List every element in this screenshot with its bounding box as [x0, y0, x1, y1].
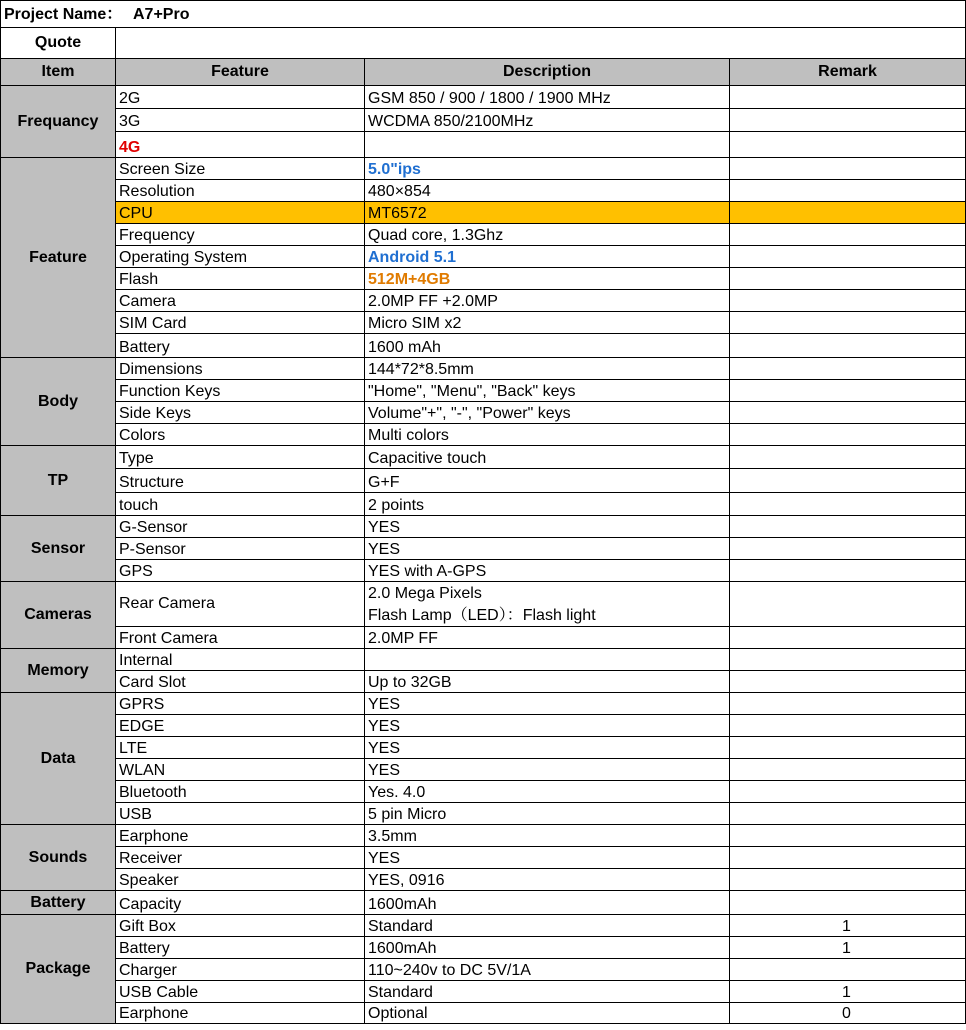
description-text: 1600mAh	[368, 940, 437, 957]
remark-cell	[730, 959, 966, 981]
feature-text: Frequency	[119, 227, 195, 244]
feature-cell	[116, 290, 365, 312]
feature-cell	[116, 493, 365, 516]
description-text: Volume"+", "-", "Power" keys	[368, 405, 571, 422]
remark-cell	[730, 312, 966, 334]
description-text: Yes. 4.0	[368, 784, 426, 801]
remark-cell	[730, 268, 966, 290]
description-text: 110~240v to DC 5V/1A	[368, 962, 531, 979]
description-cell	[365, 759, 730, 781]
group-label-text: Cameras	[24, 606, 92, 623]
remark-cell	[730, 109, 966, 132]
remark-cell	[730, 781, 966, 803]
remark-cell	[730, 981, 966, 1003]
description-cell	[365, 132, 730, 158]
feature-cell	[116, 1003, 365, 1024]
description-text: YES with A-GPS	[368, 563, 487, 580]
feature-cell	[116, 582, 365, 627]
feature-cell	[116, 869, 365, 891]
feature-text: P-Sensor	[119, 541, 186, 558]
group-label-text: Battery	[30, 893, 86, 911]
description-text: Multi colors	[368, 427, 449, 444]
description-text: Micro SIM x2	[368, 315, 462, 332]
feature-cell	[116, 358, 365, 380]
feature-text: Resolution	[119, 183, 195, 200]
feature-text: USB Cable	[119, 984, 199, 1001]
description-cell	[365, 469, 730, 493]
remark-cell	[730, 290, 966, 312]
description-cell	[365, 803, 730, 825]
quote-label: Quote	[0, 28, 116, 59]
feature-text: Function Keys	[119, 383, 221, 400]
remark-cell	[730, 737, 966, 759]
remark-cell	[730, 649, 966, 671]
remark-cell	[730, 582, 966, 627]
feature-text: Earphone	[119, 1005, 189, 1022]
description-cell	[365, 560, 730, 582]
description-cell	[365, 937, 730, 959]
description-cell	[365, 959, 730, 981]
feature-cell	[116, 446, 365, 469]
feature-text: GPS	[119, 563, 153, 580]
feature-cell	[116, 538, 365, 560]
feature-text: touch	[119, 497, 159, 514]
description-cell	[365, 358, 730, 380]
description-text: YES	[368, 740, 401, 757]
feature-text: Receiver	[119, 850, 183, 867]
remark-cell	[730, 158, 966, 180]
remark-text: 1	[842, 984, 851, 1001]
feature-text: Camera	[119, 293, 176, 310]
feature-text: CPU	[119, 205, 153, 222]
description-text: 2.0MP FF +2.0MP	[368, 293, 498, 310]
feature-cell	[116, 803, 365, 825]
feature-cell	[116, 246, 365, 268]
description-cell	[365, 290, 730, 312]
description-text: YES, 0916	[368, 872, 445, 889]
remark-cell	[730, 803, 966, 825]
description-text: 480×854	[368, 183, 431, 200]
description-cell	[365, 649, 730, 671]
feature-text: 4G	[119, 139, 141, 156]
feature-cell	[116, 759, 365, 781]
group-label	[0, 915, 116, 1024]
feature-text: LTE	[119, 740, 148, 757]
description-text: YES	[368, 850, 401, 867]
description-text: 1600mAh	[368, 896, 437, 913]
description-cell	[365, 493, 730, 516]
feature-cell	[116, 402, 365, 424]
description-cell	[365, 246, 730, 268]
description-cell	[365, 380, 730, 402]
description-text: 144*72*8.5mm	[368, 361, 474, 378]
description-cell	[365, 402, 730, 424]
group-label-text: Frequancy	[17, 112, 99, 130]
description-cell	[365, 891, 730, 915]
remark-cell	[730, 334, 966, 358]
feature-cell	[116, 649, 365, 671]
feature-cell	[116, 937, 365, 959]
feature-cell	[116, 847, 365, 869]
group-label	[0, 86, 116, 158]
description-cell	[365, 915, 730, 937]
header-feature: Feature	[116, 59, 365, 86]
feature-text: Dimensions	[119, 361, 203, 378]
feature-text: 2G	[119, 90, 141, 107]
description-text: YES	[368, 762, 401, 779]
description-text: 512M+4GB	[368, 271, 451, 288]
description-cell	[365, 582, 730, 627]
feature-cell	[116, 424, 365, 446]
description-cell	[365, 737, 730, 759]
remark-cell	[730, 446, 966, 469]
remark-cell	[730, 869, 966, 891]
project-name-value: A7+Pro	[133, 6, 190, 23]
feature-text: G-Sensor	[119, 519, 188, 536]
feature-cell	[116, 86, 365, 109]
remark-cell	[730, 358, 966, 380]
description-text: GSM 850 / 900 / 1800 / 1900 MHz	[368, 90, 611, 107]
feature-cell	[116, 334, 365, 358]
description-text-2: Flash Lamp（LED）：Flash light	[368, 607, 596, 624]
description-text: YES	[368, 718, 401, 735]
feature-text: Internal	[119, 652, 173, 669]
group-label-text: Package	[25, 960, 91, 977]
feature-text: Bluetooth	[119, 784, 187, 801]
group-label-text: Sensor	[30, 539, 86, 557]
group-label	[0, 825, 116, 891]
feature-text: 3G	[119, 113, 141, 130]
description-cell	[365, 312, 730, 334]
description-text: Standard	[368, 918, 433, 935]
remark-cell	[730, 891, 966, 915]
remark-text: 1	[842, 918, 851, 935]
description-cell	[365, 781, 730, 803]
feature-text: Card Slot	[119, 674, 186, 691]
description-text: 5.0"ips	[368, 161, 421, 178]
remark-text: 1	[842, 940, 851, 957]
feature-text: Flash	[119, 271, 159, 288]
feature-cell	[116, 516, 365, 538]
feature-text: Speaker	[119, 872, 179, 889]
description-cell	[365, 1003, 730, 1024]
description-cell	[365, 693, 730, 715]
description-text: MT6572	[368, 205, 427, 222]
remark-cell	[730, 180, 966, 202]
feature-text: Gift Box	[119, 918, 176, 935]
feature-cell	[116, 891, 365, 915]
feature-cell	[116, 915, 365, 937]
feature-text: Structure	[119, 474, 184, 491]
group-label	[0, 516, 116, 582]
remark-cell	[730, 202, 966, 224]
feature-text: Type	[119, 450, 154, 467]
feature-cell	[116, 781, 365, 803]
description-cell	[365, 847, 730, 869]
description-cell	[365, 424, 730, 446]
header-description: Description	[365, 59, 730, 86]
remark-cell	[730, 937, 966, 959]
feature-cell	[116, 202, 365, 224]
group-label-text: Data	[40, 749, 76, 767]
description-cell	[365, 268, 730, 290]
description-cell	[365, 538, 730, 560]
remark-cell	[730, 847, 966, 869]
remark-cell	[730, 516, 966, 538]
feature-cell	[116, 312, 365, 334]
remark-cell	[730, 469, 966, 493]
description-cell	[365, 158, 730, 180]
feature-text: Battery	[119, 940, 170, 957]
remark-cell	[730, 538, 966, 560]
project-name-label: Project Name：	[4, 6, 123, 23]
feature-cell	[116, 268, 365, 290]
header-remark: Remark	[730, 59, 966, 86]
description-cell	[365, 86, 730, 109]
remark-cell	[730, 715, 966, 737]
description-text: Android 5.1	[368, 249, 457, 266]
feature-text: Capacity	[119, 896, 182, 913]
description-text: Up to 32GB	[368, 674, 452, 691]
feature-text: Battery	[119, 339, 170, 356]
feature-cell	[116, 627, 365, 649]
description-cell	[365, 180, 730, 202]
quote-value	[116, 28, 966, 59]
project-name-row	[0, 0, 966, 28]
group-label-text: Feature	[29, 248, 87, 266]
description-cell	[365, 869, 730, 891]
feature-cell	[116, 469, 365, 493]
feature-text: SIM Card	[119, 315, 187, 332]
feature-text: Earphone	[119, 828, 189, 845]
feature-cell	[116, 380, 365, 402]
remark-cell	[730, 224, 966, 246]
group-label-text: Body	[38, 392, 78, 410]
group-label-text: TP	[47, 471, 69, 489]
remark-cell	[730, 671, 966, 693]
remark-cell	[730, 1003, 966, 1024]
description-cell	[365, 825, 730, 847]
feature-text: GPRS	[119, 696, 165, 713]
feature-text: Colors	[119, 427, 166, 444]
group-label	[0, 693, 116, 825]
feature-text: Screen Size	[119, 161, 206, 178]
description-text: Standard	[368, 984, 433, 1001]
group-label-text: Memory	[27, 661, 89, 679]
description-text: 1600 mAh	[368, 339, 441, 356]
group-label	[0, 158, 116, 358]
description-text: 3.5mm	[368, 828, 417, 845]
group-label	[0, 358, 116, 446]
remark-cell	[730, 246, 966, 268]
remark-cell	[730, 380, 966, 402]
group-label	[0, 446, 116, 516]
description-text: WCDMA 850/2100MHz	[368, 113, 534, 130]
feature-cell	[116, 825, 365, 847]
remark-cell	[730, 86, 966, 109]
feature-cell	[116, 132, 365, 158]
group-label	[0, 891, 116, 915]
feature-cell	[116, 158, 365, 180]
feature-cell	[116, 981, 365, 1003]
description-cell	[365, 627, 730, 649]
remark-cell	[730, 627, 966, 649]
description-text: G+F	[368, 474, 400, 491]
feature-cell	[116, 693, 365, 715]
feature-cell	[116, 109, 365, 132]
feature-text: Operating System	[119, 249, 248, 266]
group-label	[0, 582, 116, 649]
remark-cell	[730, 560, 966, 582]
feature-text: Side Keys	[119, 405, 192, 422]
description-cell	[365, 715, 730, 737]
remark-cell	[730, 493, 966, 516]
feature-cell	[116, 959, 365, 981]
description-cell	[365, 202, 730, 224]
remark-cell	[730, 402, 966, 424]
feature-cell	[116, 560, 365, 582]
feature-cell	[116, 224, 365, 246]
description-text: YES	[368, 541, 401, 558]
group-label	[0, 649, 116, 693]
description-text: 5 pin Micro	[368, 806, 447, 823]
description-cell	[365, 671, 730, 693]
remark-text: 0	[842, 1005, 851, 1022]
remark-cell	[730, 759, 966, 781]
description-text: 2.0MP FF	[368, 630, 438, 647]
feature-text: Rear Camera	[119, 595, 216, 612]
remark-cell	[730, 424, 966, 446]
feature-text: EDGE	[119, 718, 165, 735]
description-text: 2.0 Mega Pixels	[368, 585, 482, 602]
description-cell	[365, 446, 730, 469]
description-cell	[365, 224, 730, 246]
feature-text: USB	[119, 806, 152, 823]
feature-cell	[116, 715, 365, 737]
description-cell	[365, 516, 730, 538]
feature-text: Front Camera	[119, 630, 218, 647]
feature-text: WLAN	[119, 762, 166, 779]
description-cell	[365, 109, 730, 132]
description-text: YES	[368, 519, 401, 536]
description-text: Optional	[368, 1005, 428, 1022]
group-label-text: Sounds	[28, 848, 88, 866]
feature-cell	[116, 180, 365, 202]
remark-cell	[730, 693, 966, 715]
remark-cell	[730, 825, 966, 847]
description-cell	[365, 334, 730, 358]
feature-cell	[116, 737, 365, 759]
remark-cell	[730, 915, 966, 937]
description-text: "Home", "Menu", "Back" keys	[368, 383, 576, 400]
description-text: 2 points	[368, 497, 425, 514]
description-cell	[365, 981, 730, 1003]
description-text: Capacitive touch	[368, 450, 487, 467]
description-text: YES	[368, 696, 401, 713]
feature-cell	[116, 671, 365, 693]
header-item: Item	[0, 59, 116, 86]
description-text: Quad core, 1.3Ghz	[368, 227, 504, 244]
feature-text: Charger	[119, 962, 177, 979]
remark-cell	[730, 132, 966, 158]
